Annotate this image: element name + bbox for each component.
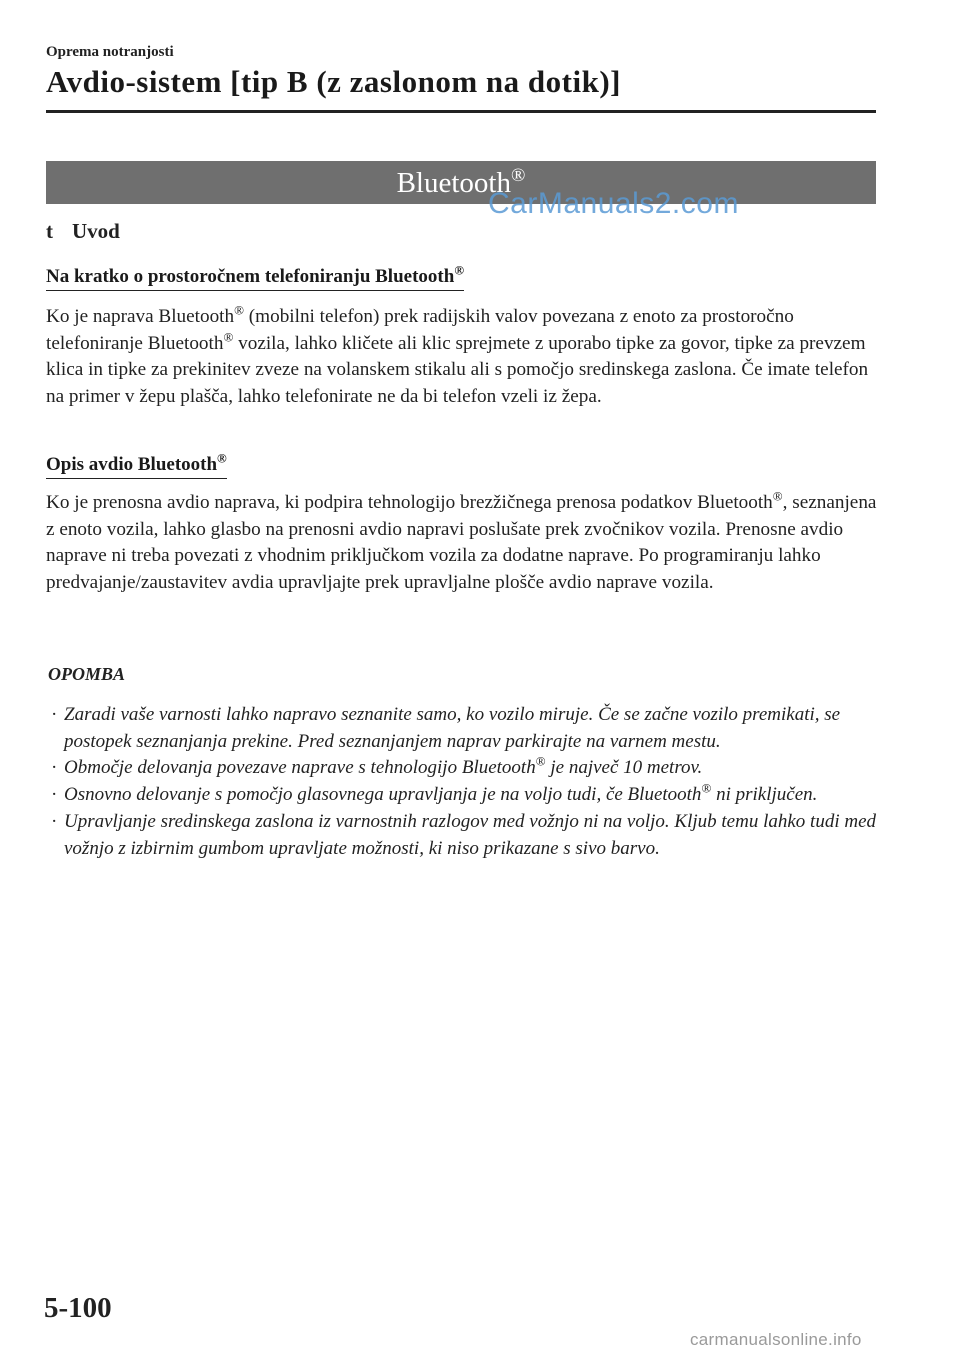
banner-title: Bluetooth: [396, 167, 511, 199]
section-banner: [46, 161, 876, 204]
registered-mark: ®: [510, 165, 526, 186]
paragraph-text: vozila, lahko kličete ali klic sprejmete z uporabo tipke za govor, tipke za prevzem klica in tipke za prekinitev zveze na volanskem stikalu ali s pomočjo sredinskega zaslona. Če imate telefon na primer v žepu plašča, lahko telefonirate ne da bi telefon vzeli iz žepa.: [46, 332, 869, 407]
note-item: [48, 702, 878, 755]
section-label: Oprema notranjosti: [46, 44, 174, 60]
registered-mark: ®: [454, 263, 465, 278]
subheading-audio-text: Opis avdio Bluetooth: [46, 454, 218, 476]
footer-site: carmanualsonline.info: [690, 1330, 862, 1349]
bullet-icon: ·: [51, 784, 58, 806]
note-text: Osnovno delovanje s pomočjo glasovnega upravljanja je na voljo tudi, če Bluetooth: [64, 784, 702, 806]
note-text: ni priključen.: [711, 784, 818, 806]
subheading-audio: [46, 451, 227, 476]
note-text: je največ 10 metrov.: [545, 757, 703, 779]
paragraph-text: , seznanjena z enoto vozila, lahko glasbo na prenosni avdio napravi poslušate prek zvočnikov vozila. Prenosne avdio naprave ni treba povezati z vhodnim priključkom vozila za dodatne naprave. Po programiranju lahko predvajanje/zaustavitev avdia upravljajte prek upravljalne plošče avdio naprave vozila.: [46, 492, 877, 593]
registered-mark: ®: [701, 780, 712, 796]
paragraph-text: (mobilni telefon) prek radijskih valov povezana z enoto za prostoročno telefoniranje Bluetooth: [46, 306, 794, 354]
bullet-icon: ·: [51, 810, 58, 832]
paragraph-text: Ko je prenosna avdio naprava, ki podpira tehnologijo brezžičnega prenosa podatkov Bluetooth: [46, 492, 773, 513]
bullet-icon: ·: [51, 757, 58, 779]
paragraph-text: Ko je naprava Bluetooth: [46, 306, 235, 327]
page-number: 5-100: [44, 1292, 112, 1324]
note-item: [48, 782, 878, 809]
registered-mark: ®: [234, 302, 244, 318]
intro-label: Uvod: [72, 219, 120, 243]
note-title: OPOMBA: [48, 664, 126, 684]
note-text: Zaradi vaše varnosti lahko napravo seznanite samo, ko vozilo miruje. Če se začne vozilo premikati, se postopek seznanjanja prekine. Pred seznanjanjem naprav parkirajte na varnem mestu.: [64, 704, 841, 752]
note-item: [48, 809, 878, 862]
registered-mark: ®: [535, 754, 546, 770]
registered-mark: ®: [217, 451, 227, 466]
note-text: Območje delovanja povezave naprave s tehnologijo Bluetooth: [64, 757, 536, 779]
paragraph-audio: [46, 490, 882, 596]
title-rule: [46, 110, 876, 113]
subheading-handsfree-text: Na kratko o prostoročnem telefoniranju Bluetooth: [46, 266, 455, 288]
note-text: Upravljanje sredinskega zaslona iz varnostnih razlogov med vožnjo ni na voljo. Kljub temu lahko tudi med vožnjo z izbirnim gumbom upravljate možnosti, ki niso prikazane s sivo barvo.: [64, 810, 877, 859]
registered-mark: ®: [772, 488, 783, 504]
watermark: CarManuals2.com: [488, 187, 739, 220]
note-item: [48, 755, 878, 782]
registered-mark: ®: [223, 329, 234, 345]
subheading-handsfree: [46, 263, 464, 288]
intro-heading: [46, 219, 120, 244]
paragraph-handsfree: [46, 304, 882, 410]
bullet-icon: ·: [51, 704, 58, 725]
chapter-title: Avdio-sistem [tip B (z zaslonom na dotik)]: [46, 64, 621, 99]
note-list: [48, 702, 878, 862]
intro-marker: t: [46, 219, 53, 243]
